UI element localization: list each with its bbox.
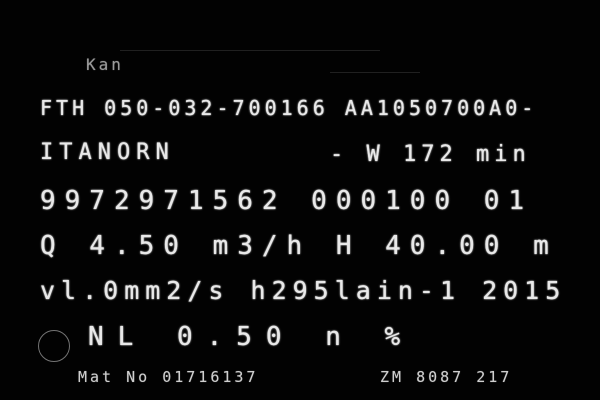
material-number-text: Mat No 01716137 [78, 368, 259, 386]
speed-text: - W 172 min [330, 142, 531, 167]
header-left-text: Kan [86, 55, 124, 74]
type-code-line: FTH 050-032-700166 AA1050700A0- [40, 96, 538, 120]
origin-text: ITANORN [40, 140, 175, 165]
flow-head-line: Q 4.50 m3/h H 40.00 m [40, 231, 558, 261]
scratch-mark [120, 50, 380, 51]
embossed-circle [38, 330, 70, 362]
serial-number-line: 9972971562 000100 01 [40, 186, 534, 216]
scratch-mark [330, 72, 420, 73]
viscosity-line: vl.0mm2/s h295lain-1 2015 [40, 276, 567, 305]
npsh-line: NL 0.50 n % [88, 322, 415, 352]
code-text: ZM 8087 217 [380, 368, 513, 386]
